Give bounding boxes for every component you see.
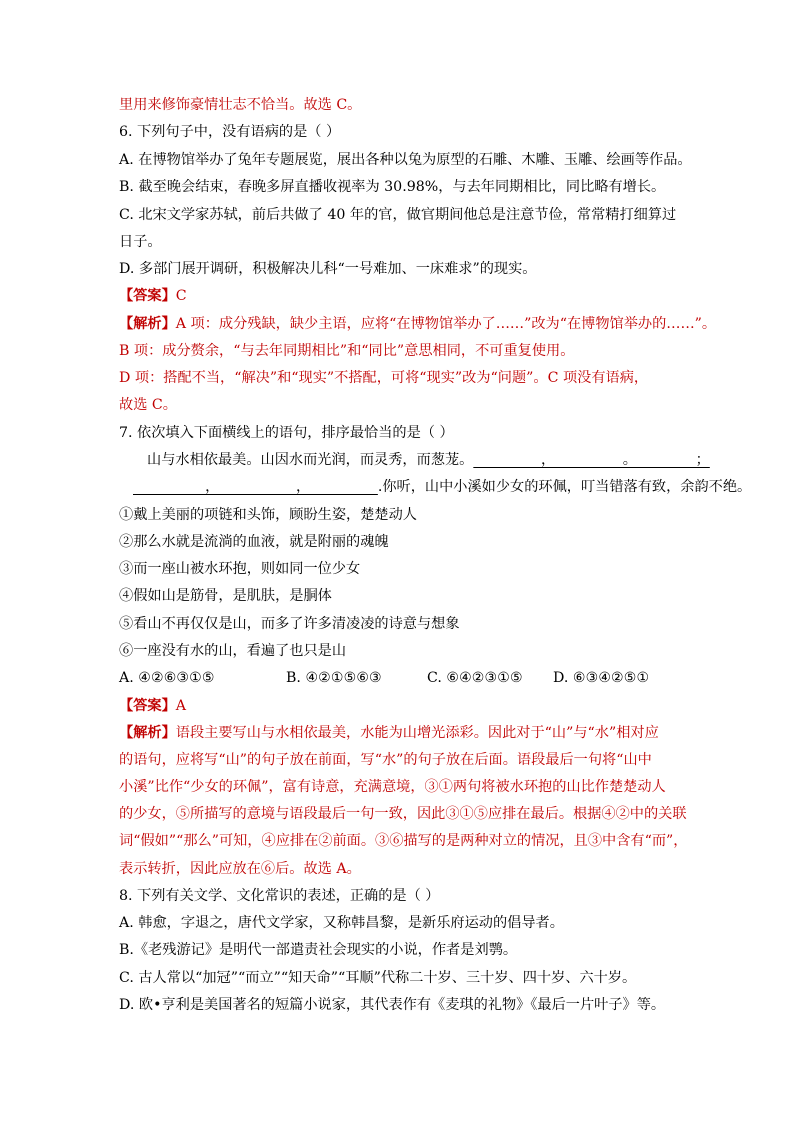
answer-value: A xyxy=(175,698,187,714)
answer-tag: 【答案】 xyxy=(119,698,176,714)
q7-item-3: ③而一座山被水环抱，则如同一位少女 xyxy=(119,561,361,577)
q7-blanks-2: ， ， xyxy=(133,479,378,495)
q6-answer xyxy=(119,287,187,305)
q7-item-4: ④假如山是筋骨，是肌肤，是胴体 xyxy=(119,588,332,604)
q6-analysis-line-3: D 项：搭配不当，“解决”和“现实”不搭配，可将“现实”改为“问题”。C 项没有语病， xyxy=(119,370,649,386)
q7-choice-c: C. ⑥④②③①⑤ xyxy=(427,670,523,686)
q6-analysis-line-2: B 项：成分赘余，“与去年同期相比”和“同比”意思相同，不可重复使用。 xyxy=(119,343,575,359)
answer-tag: 【答案】 xyxy=(119,288,176,304)
q7-analysis-line-6: 表示转折，因此应放在⑥后。故选 A。 xyxy=(119,861,361,877)
q8-stem: 8. 下列有关文学、文化常识的表述，正确的是（ ） xyxy=(119,888,440,904)
q7-analysis-line-5: 词“假如”“那么”可知，④应排在②前面。③⑥描写的是两种对立的情况，且③中含有“而”， xyxy=(119,833,688,849)
q6-option-d: D. 多部门展开调研，积极解决儿科“一号难加、一床难求”的现实。 xyxy=(119,261,537,277)
q7-item-1: ①戴上美丽的项链和头饰，顾盼生姿，楚楚动人 xyxy=(119,507,417,523)
q5-analysis-tail: 里用来修饰豪情壮志不恰当。故选 C。 xyxy=(119,97,362,113)
q7-analysis-line-2: 的语句，应将写“山”的句子放在前面，写“水”的句子放在后面。语段最后一句将“山中 xyxy=(119,752,652,768)
q7-stem: 7. 依次填入下面横线上的语句，排序最恰当的是（ ） xyxy=(119,425,454,441)
answer-value: C xyxy=(175,288,187,304)
q7-item-6: ⑥一座没有水的山，看遍了也只是山 xyxy=(119,643,347,659)
q7-passage-line-2 xyxy=(133,478,751,496)
q6-stem: 6. 下列句子中，没有语病的是（ ） xyxy=(119,124,341,140)
q7-analysis-line-3: 小溪”比作“少女的环佩”，富有诗意，充满意境，③①两句将被水环抱的山比作楚楚动人 xyxy=(119,779,666,795)
q7-choice-b: B. ④②①⑤⑥③ xyxy=(286,670,382,686)
q6-option-b: B. 截至晚会结束，春晚多屏直播收视率为 30.98%，与去年同期相比，同比略有增长。 xyxy=(119,179,666,195)
q7-passage-text-2: .你听，山中小溪如少女的环佩，叮当错落有致，余韵不绝。 xyxy=(377,479,752,495)
analysis-tag: 【解析】 xyxy=(119,316,176,332)
q7-item-2: ②那么水就是流淌的血液，就是附丽的魂魄 xyxy=(119,534,389,550)
q6-option-a: A. 在博物馆举办了兔年专题展览，展出各种以兔为原型的石雕、木雕、玉雕、绘画等作品。 xyxy=(119,152,692,168)
q6-analysis-line-1 xyxy=(119,315,716,333)
q8-option-c: C. 古人常以“加冠”“而立”“知天命”“耳顺”代称二十岁、三十岁、四十岁、六十岁。 xyxy=(119,970,637,986)
analysis-text: A 项：成分残缺，缺少主语，应将“在博物馆举办了……”改为“在博物馆举办的……”。 xyxy=(175,316,717,332)
analysis-tag: 【解析】 xyxy=(119,725,176,741)
q6-analysis-line-4: 故选 C。 xyxy=(119,397,177,413)
analysis-text: 语段主要写山与水相依最美，水能为山增光添彩。因此对于“山”与“水”相对应 xyxy=(175,725,659,741)
q7-answer xyxy=(119,697,186,715)
q7-analysis-line-1 xyxy=(119,724,659,742)
q7-blanks: ， 。 ； xyxy=(473,452,710,468)
q7-passage-line-1 xyxy=(147,451,710,469)
q6-option-c: C. 北宋文学家苏轼，前后共做了 40 年的官，做官期间他总是注意节俭，常常精打细算过 xyxy=(119,207,677,223)
q7-item-5: ⑤看山不再仅仅是山，而多了许多清凌凌的诗意与想象 xyxy=(119,616,460,632)
q8-option-b: B.《老残游记》是明代一部遣责社会现实的小说，作者是刘鹗。 xyxy=(119,942,518,958)
q7-passage-text: 山与水相依最美。山因水而光润，而灵秀，而葱茏。 xyxy=(147,452,474,468)
q8-option-a: A. 韩愈，字退之，唐代文学家，又称韩昌黎，是新乐府运动的倡导者。 xyxy=(119,915,564,931)
q6-option-c-cont: 日子。 xyxy=(119,234,162,250)
q7-choice-a: A. ④②⑥③①⑤ xyxy=(119,670,215,686)
q7-choice-d: D. ⑥③④②⑤① xyxy=(553,670,650,686)
q7-analysis-line-4: 的少女，⑤所描写的意境与语段最后一句一致，因此③①⑤应排在最后。根据④②中的关联 xyxy=(119,806,687,822)
q8-option-d: D. 欧•亨利是美国著名的短篇小说家，其代表作有《麦琪的礼物》《最后一片叶子》等。 xyxy=(119,997,666,1013)
